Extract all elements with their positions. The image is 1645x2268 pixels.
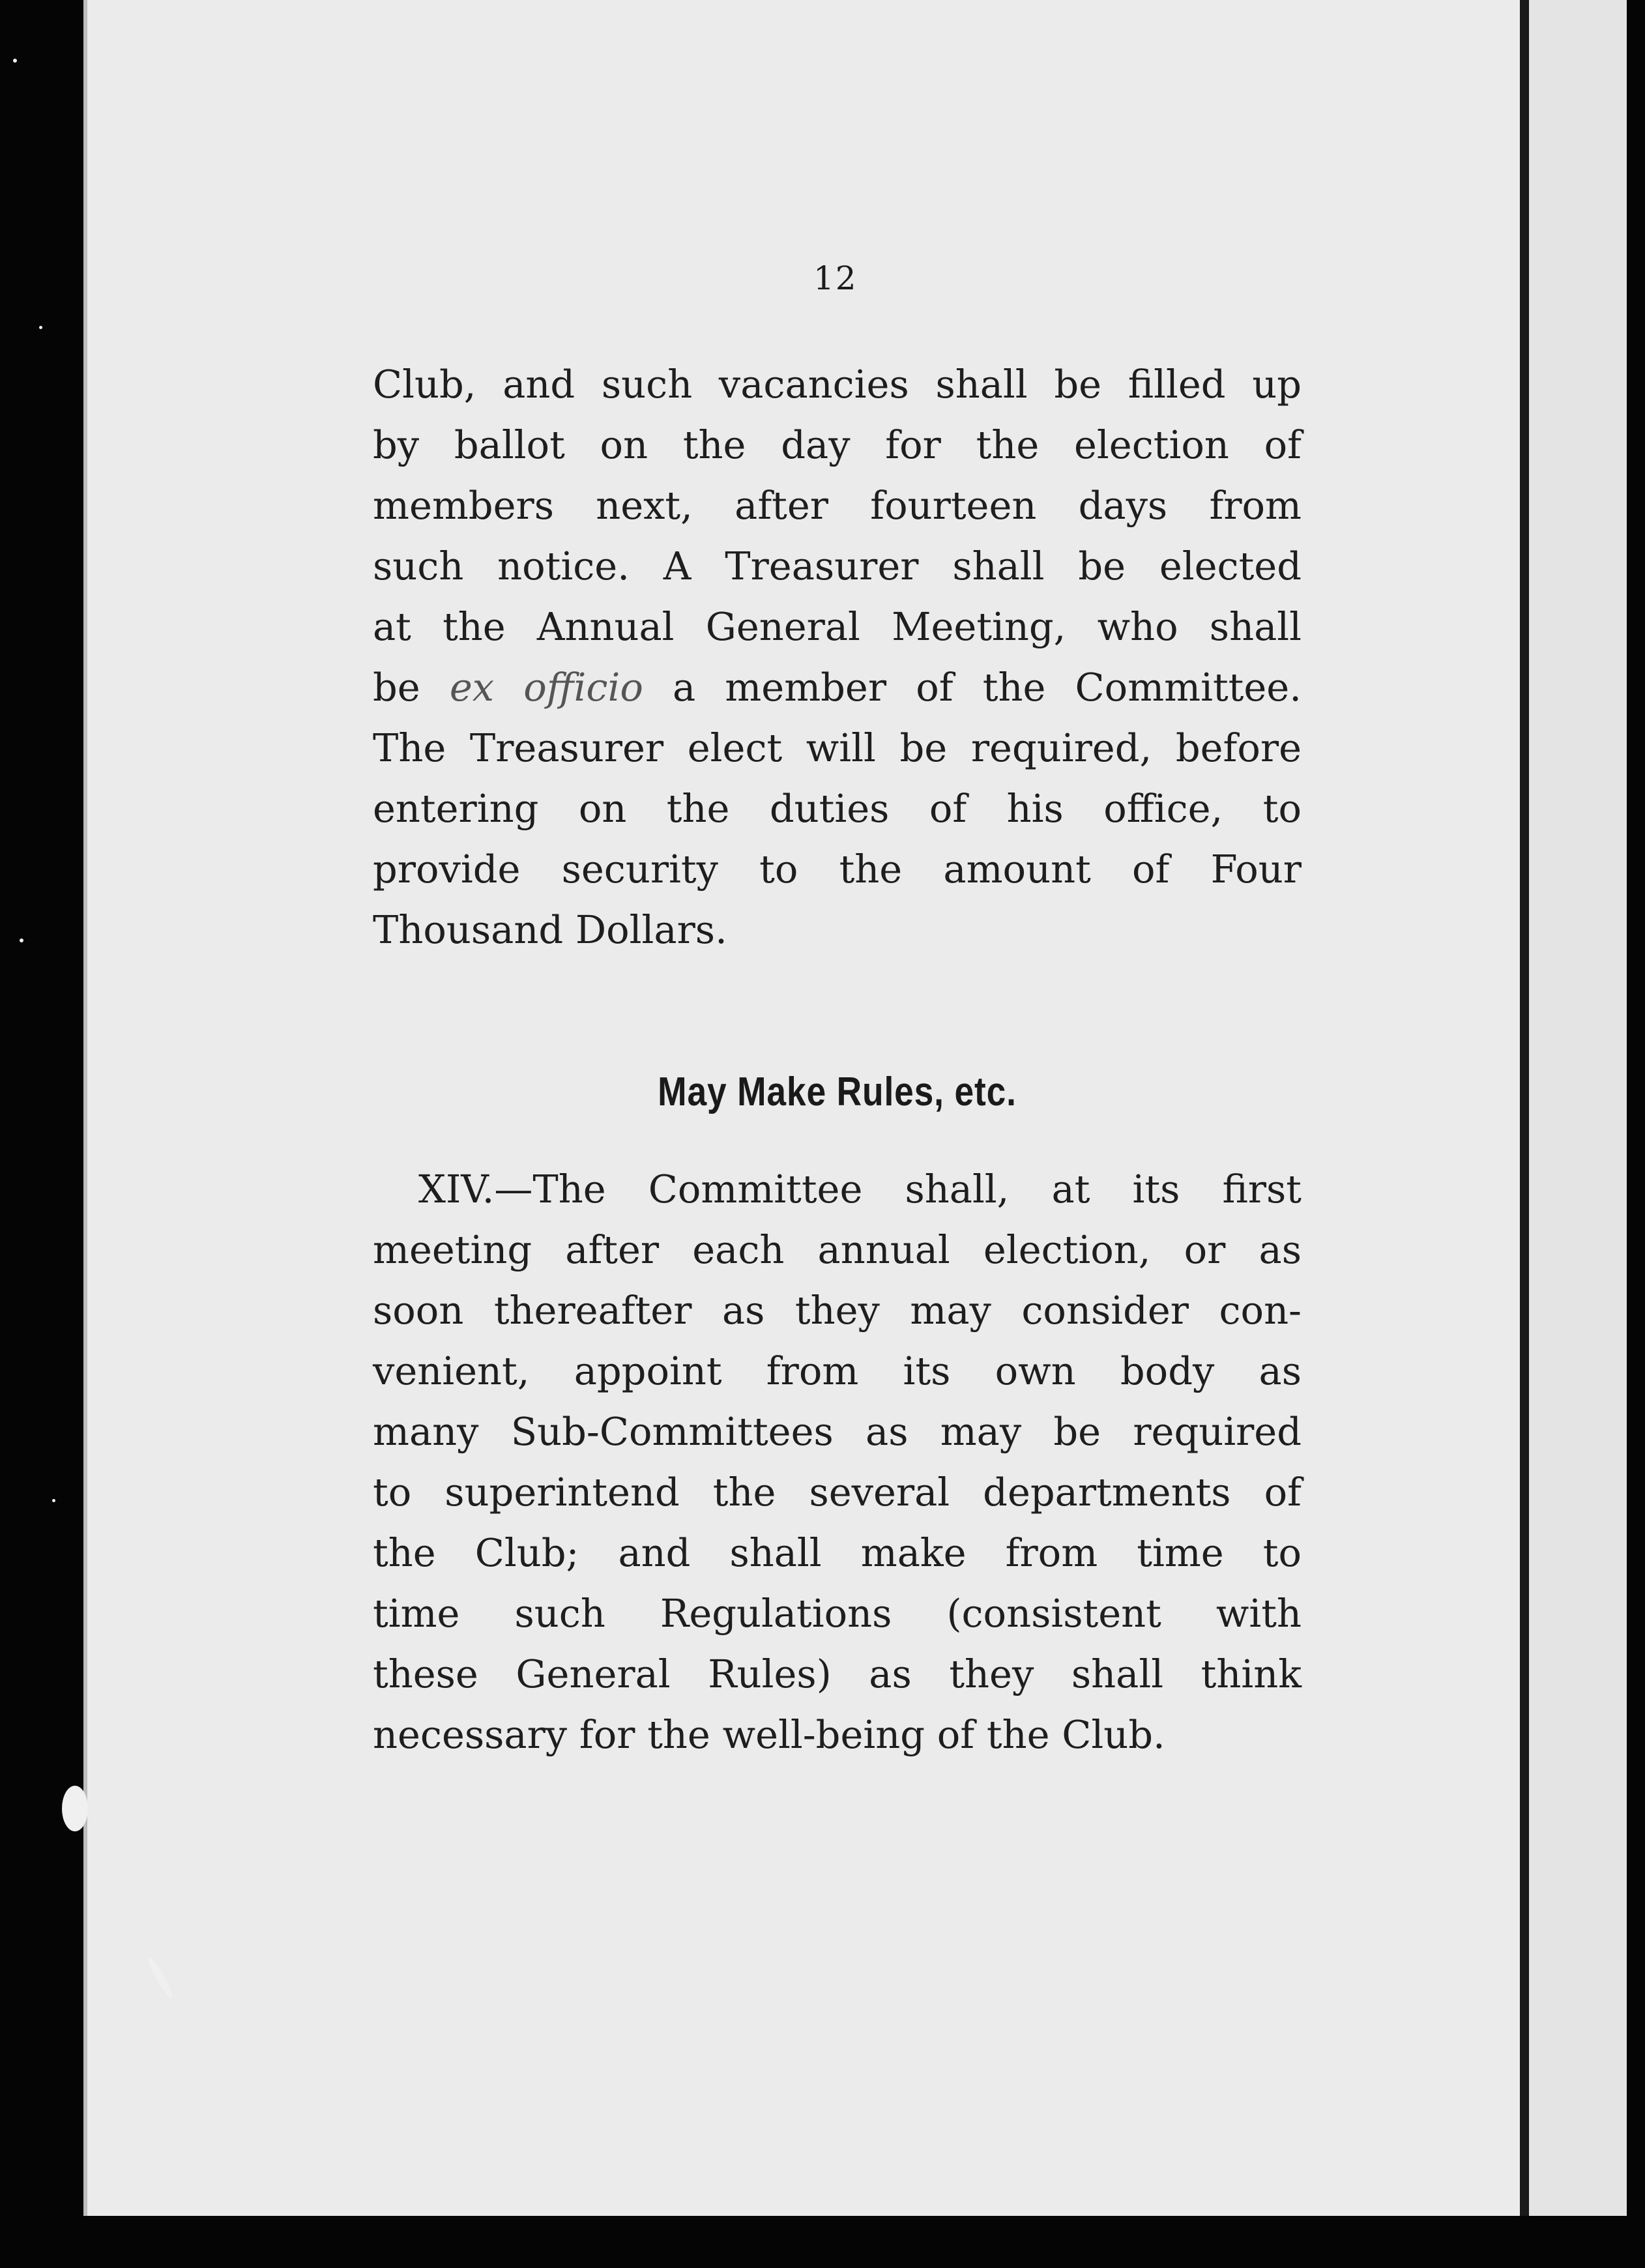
text-line: entering on the duties of his office, to <box>373 786 1302 831</box>
text-line: these General Rules) as they shall think <box>373 1651 1302 1696</box>
text-line: time such Regulations (consistent with <box>373 1591 1302 1636</box>
text-line: Thousand Dollars. <box>373 907 727 952</box>
text-line: Club, and such vacancies shall be filled up <box>373 362 1302 407</box>
text-fragment: be <box>373 665 420 710</box>
text-line: XIV.—The Committee shall, at its first <box>418 1167 1302 1212</box>
dust-speck <box>13 59 17 63</box>
text-line: members next, after fourteen days from <box>373 483 1302 528</box>
scan-border-right <box>1627 0 1645 2268</box>
text-fragment: a member of the Committee. <box>673 665 1302 710</box>
text-line: many Sub-Committees as may be required <box>373 1409 1302 1454</box>
text-line: to superintend the several departments of <box>373 1470 1302 1515</box>
text-line-ex-officio <box>373 657 1302 718</box>
adjacent-page-edge <box>1529 0 1627 2216</box>
text-line: meeting after each annual election, or as <box>373 1227 1302 1272</box>
page-gutter <box>1520 0 1529 2222</box>
dust-speck <box>62 1786 88 1831</box>
text-line: provide security to the amount of Four <box>373 847 1302 892</box>
text-line: necessary for the well-being of the Club. <box>373 1712 1165 1757</box>
page-number: 12 <box>813 259 858 297</box>
text-line: the Club; and shall make from time to <box>373 1530 1302 1575</box>
dust-speck <box>52 1499 55 1502</box>
text-line: soon thereafter as they may consider con- <box>373 1288 1302 1333</box>
text-line: The Treasurer elect will be required, before <box>373 725 1302 770</box>
dust-speck <box>39 326 42 329</box>
section-heading: May Make Rules, etc. <box>658 1069 1017 1114</box>
text-line: at the Annual General Meeting, who shall <box>373 604 1302 649</box>
italic-phrase: ex officio <box>449 665 643 710</box>
text-line: by ballot on the day for the election of <box>373 422 1302 467</box>
scan-border-bottom <box>0 2216 1645 2268</box>
paragraph-treasurer <box>373 354 1302 960</box>
dust-speck <box>20 938 23 942</box>
text-line: venient, appoint from its own body as <box>373 1348 1302 1393</box>
paragraph-rule-xiv <box>373 1159 1302 1765</box>
text-line: such notice. A Treasurer shall be elected <box>373 544 1302 589</box>
